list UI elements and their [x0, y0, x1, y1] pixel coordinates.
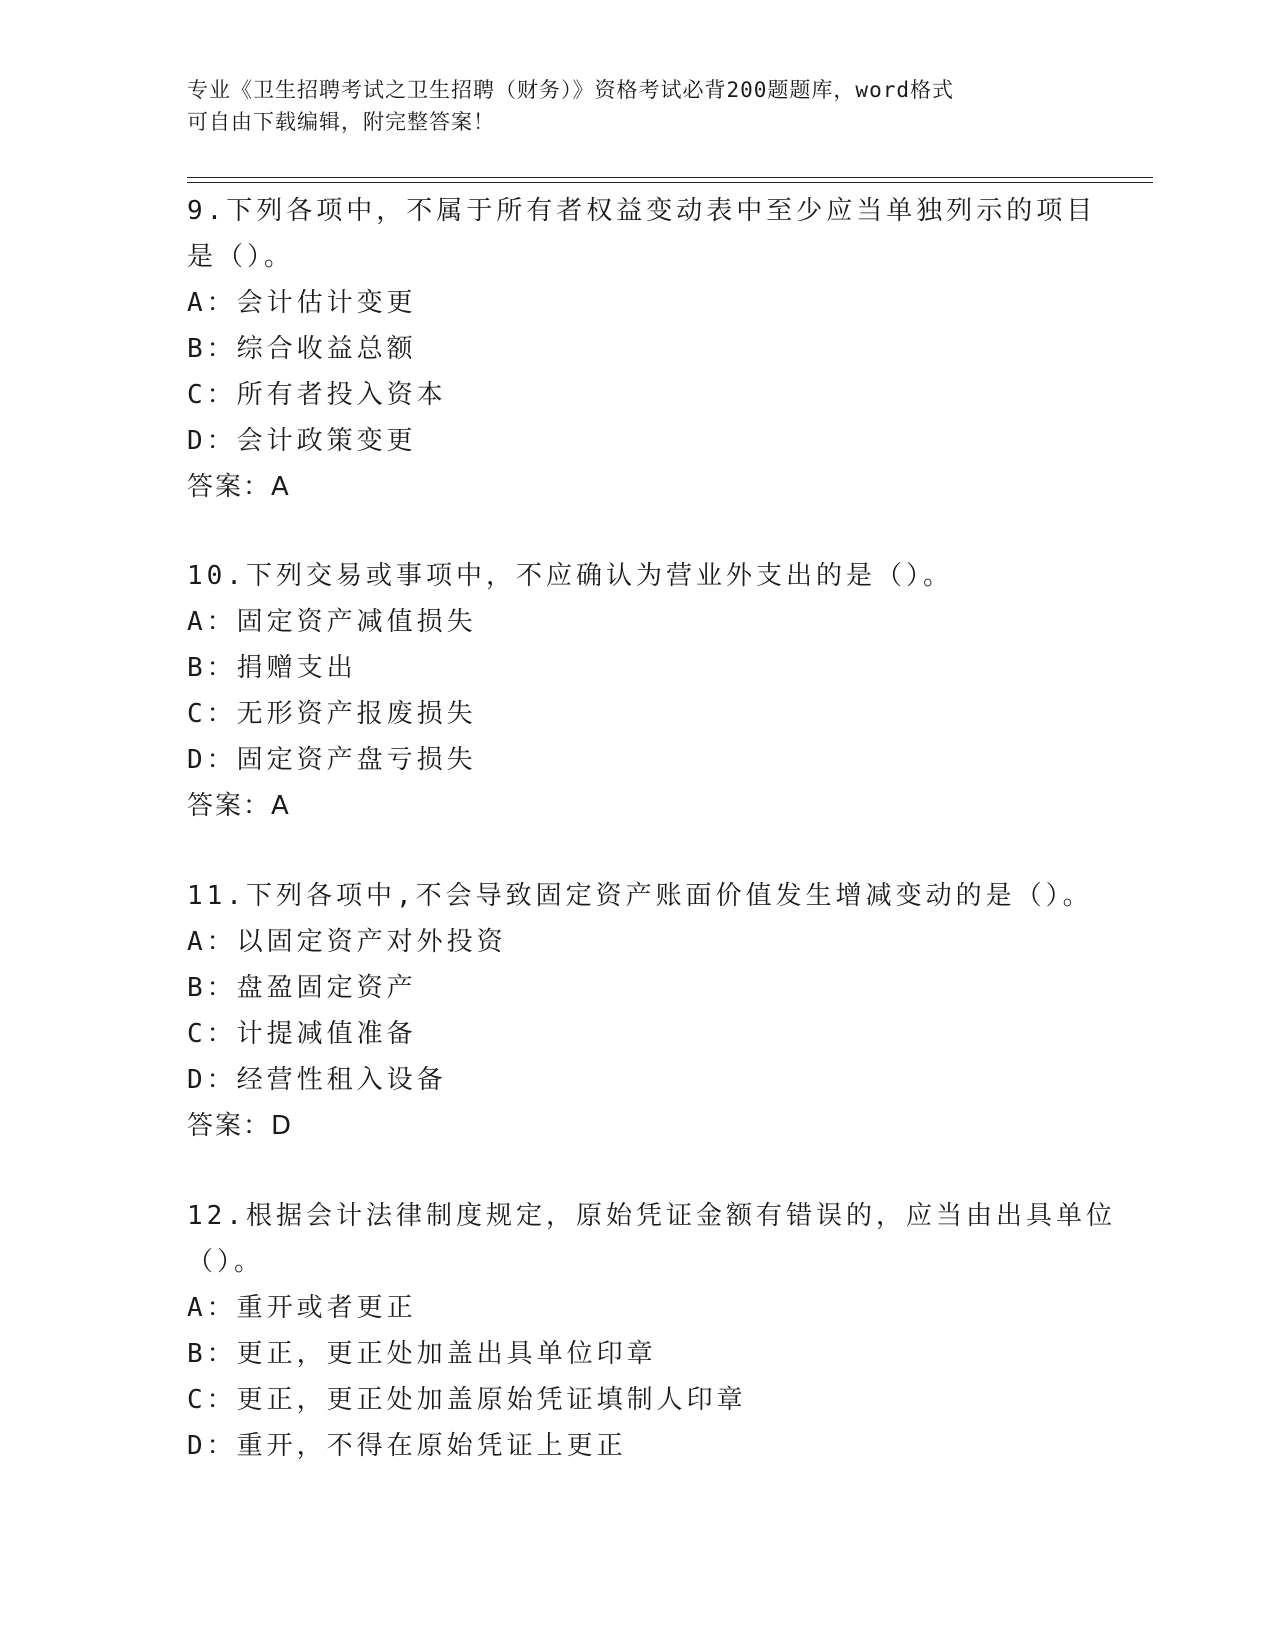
option-d: D：重开，不得在原始凭证上更正 — [187, 1431, 627, 1461]
option-d: D：经营性租入设备 — [187, 1065, 447, 1095]
option-c: C：所有者投入资本 — [187, 380, 447, 410]
option-a: A：会计估计变更 — [187, 288, 417, 318]
question-block-12 — [187, 1193, 1116, 1469]
question-stem: 10.下列交易或事项中，不应确认为营业外支出的是（）。 — [187, 561, 953, 591]
answer-line: 答案：A — [187, 791, 291, 821]
header-title-line-2: 可自由下载编辑，附完整答案！ — [187, 110, 495, 134]
option-a: A：以固定资产对外投资 — [187, 927, 507, 957]
header-title-line-1: 专业《卫生招聘考试之卫生招聘（财务）》资格考试必背200题题库，word格式 — [187, 78, 954, 102]
question-block-9 — [187, 188, 1107, 510]
option-b: B：综合收益总额 — [187, 334, 417, 364]
option-b: B：捐赠支出 — [187, 653, 357, 683]
question-stem-continuation: 是（）。 — [187, 242, 295, 272]
option-c: C：更正，更正处加盖原始凭证填制人印章 — [187, 1385, 747, 1415]
option-c: C：计提减值准备 — [187, 1019, 417, 1049]
option-d: D：固定资产盘亏损失 — [187, 745, 477, 775]
question-block-10 — [187, 553, 1107, 829]
question-stem: 9.下列各项中，不属于所有者权益变动表中至少应当单独列示的项目 — [187, 196, 1097, 226]
question-stem: 11.下列各项中,不会导致固定资产账面价值发生增减变动的是（）。 — [187, 881, 1093, 911]
option-b: B：更正，更正处加盖出具单位印章 — [187, 1339, 657, 1369]
header-divider-bottom — [187, 182, 1153, 183]
option-d: D：会计政策变更 — [187, 426, 417, 456]
answer-line: 答案：A — [187, 472, 291, 502]
option-a: A：固定资产减值损失 — [187, 607, 477, 637]
question-stem: 12.根据会计法律制度规定，原始凭证金额有错误的，应当由出具单位 — [187, 1201, 1116, 1231]
question-block-11 — [187, 873, 1107, 1149]
option-a: A：重开或者更正 — [187, 1293, 417, 1323]
option-c: C：无形资产报废损失 — [187, 699, 477, 729]
header-divider-top — [187, 177, 1153, 178]
answer-line: 答案：D — [187, 1111, 294, 1141]
question-stem-continuation: （）。 — [187, 1247, 265, 1277]
document-header — [187, 74, 1087, 138]
option-b: B：盘盈固定资产 — [187, 973, 417, 1003]
